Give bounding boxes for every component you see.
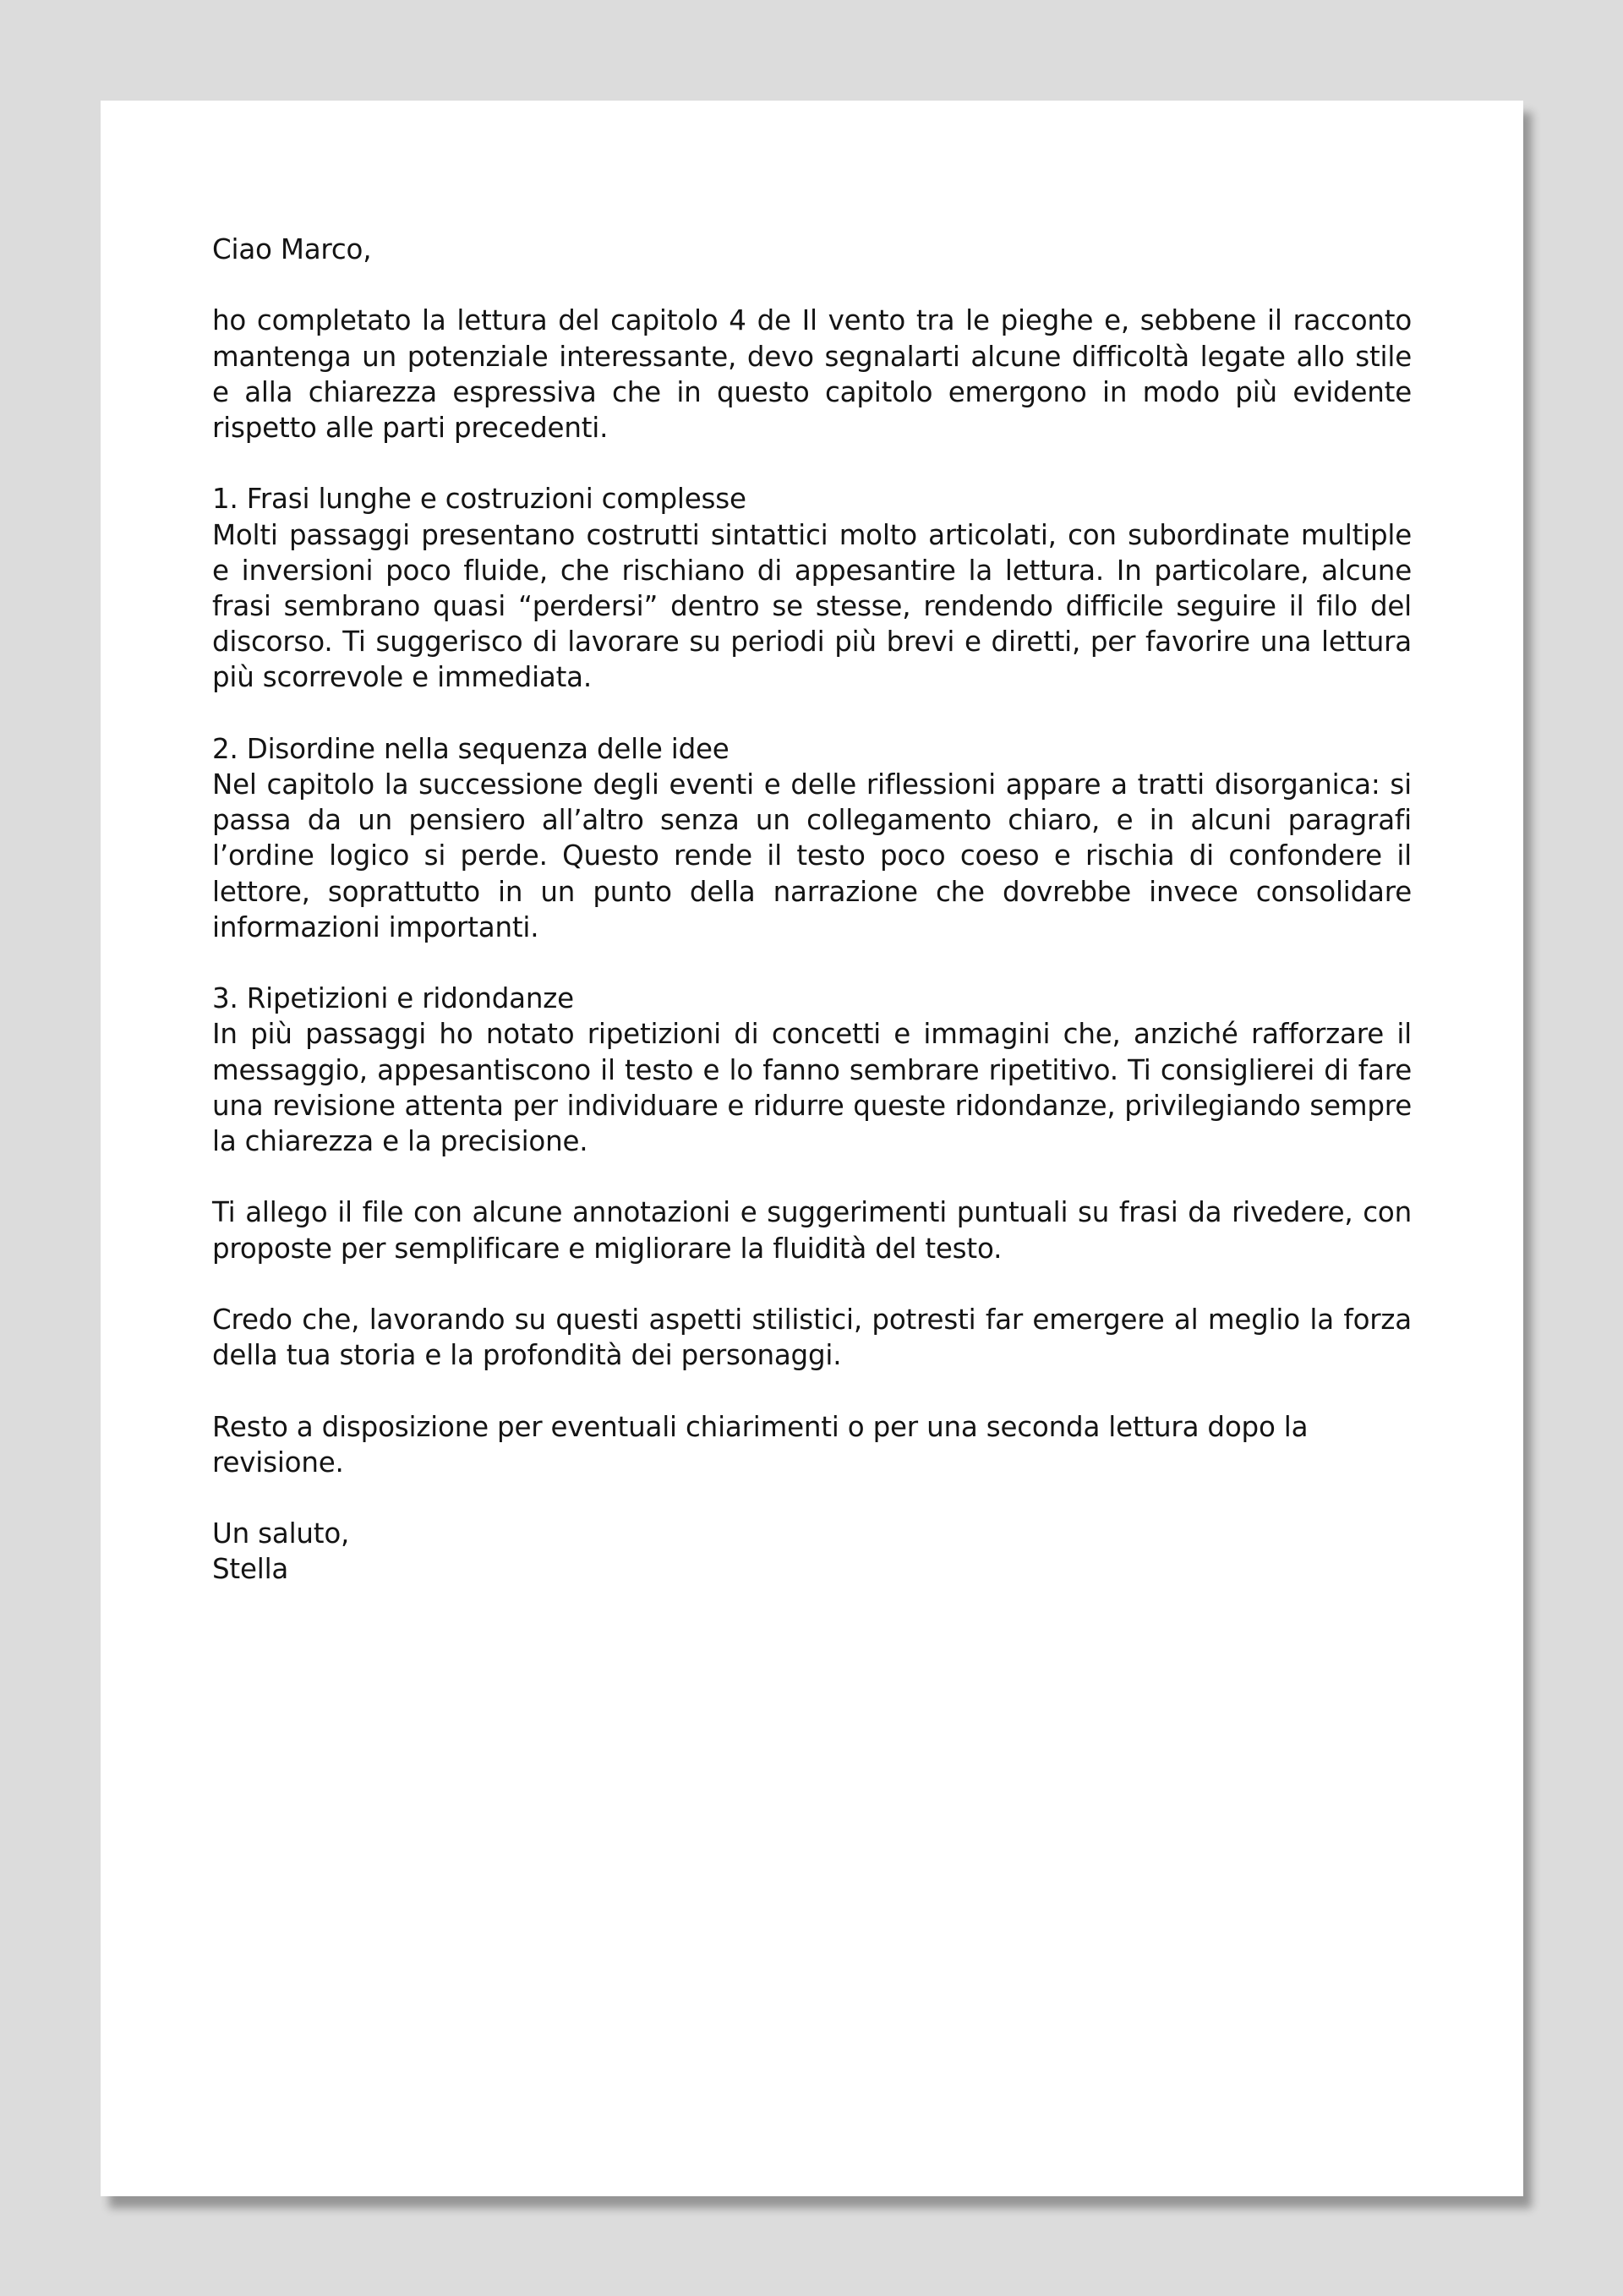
encouragement-paragraph: Credo che, lavorando su questi aspetti stilistici, potresti far emergere al meglio la forza della tua storia e la profondità dei personaggi.: [212, 1304, 1412, 1372]
letter-body: [212, 232, 1412, 1588]
signature: Stella: [212, 1553, 289, 1586]
greeting: Ciao Marco,: [212, 233, 372, 265]
section-title: 2. Disordine nella sequenza delle idee: [212, 732, 730, 765]
section-1: [212, 481, 1412, 695]
section-title: 3. Ripetizioni e ridondanze: [212, 982, 574, 1015]
section-title: 1. Frasi lunghe e costruzioni complesse: [212, 483, 746, 516]
closing: Un saluto,: [212, 1517, 350, 1550]
intro-paragraph: ho completato la lettura del capitolo 4 de Il vento tra le pieghe e, sebbene il racconto mantenga un potenziale interessante, devo segnalarti alcune difficoltà legate allo stile e alla chiarezza espressiva che in questo capitolo emergono in modo più evidente rispetto alle parti precedenti.: [212, 304, 1412, 444]
section-3: [212, 981, 1412, 1159]
sign-off: [212, 1516, 1412, 1587]
section-2: [212, 731, 1412, 945]
section-body: Molti passaggi presentano costrutti sintattici molto articolati, con subordinate multiple e inversioni poco fluide, che rischiano di appesantire la lettura. In particolare, alcune frasi sembrano quasi “perdersi” dentro se stesse, rendendo difficile seguire il filo del discorso. Ti suggerisco di lavorare su periodi più brevi e diretti, per favorire una lettura più scorrevole e immediata.: [212, 518, 1412, 694]
section-body: In più passaggi ho notato ripetizioni di concetti e immagini che, anziché rafforzare il messaggio, appesantiscono il testo e lo fanno sembrare ripetitivo. Ti consiglierei di fare una revisione attenta per individuare e ridurre queste ridondanze, privilegiando sempre la chiarezza e la precisione.: [212, 1018, 1412, 1158]
document-page: [101, 101, 1523, 2196]
section-body: Nel capitolo la successione degli eventi e delle riflessioni appare a tratti disorganica: si passa da un pensiero all’altro senza un collegamento chiaro, e in alcuni paragrafi l’ordine logico si perde. Questo rende il testo poco coeso e rischia di confondere il lettore, soprattutto in un punto della narrazione che dovrebbe invece consolidare informazioni importanti.: [212, 768, 1412, 943]
attachment-note: Ti allego il file con alcune annotazioni e suggerimenti puntuali su frasi da rivedere, con proposte per semplificare e migliorare la fluidità del testo.: [212, 1196, 1412, 1265]
availability-paragraph: Resto a disposizione per eventuali chiarimenti o per una seconda lettura dopo la revisione.: [212, 1410, 1309, 1479]
